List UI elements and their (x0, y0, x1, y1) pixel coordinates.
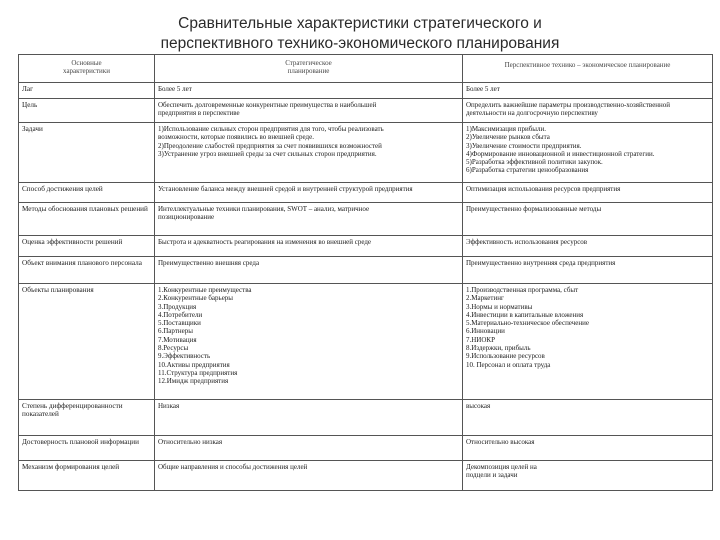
strategic-line: 3)Устранение угроз внешней среды за счет сильных сторон предприятия. (158, 149, 377, 158)
strategic-line: 2.Конкурентные барьеры (158, 294, 234, 303)
perspective-line: Декомпозиция целей на (466, 463, 537, 471)
perspective-line: Определить важнейшие параметры производственно-хозяйственной (466, 101, 671, 109)
strategic-cell (155, 236, 463, 257)
perspective-cell (463, 284, 713, 400)
perspective-line: Относительно высокая (466, 438, 535, 446)
comparison-table (18, 54, 713, 491)
strategic-cell (155, 257, 463, 284)
strategic-line: 1.Конкурентные преимущества (158, 286, 252, 294)
strategic-line: возможности, которые появились во внешней среде. (158, 133, 314, 142)
perspective-line: высокая (466, 402, 491, 410)
header-perspective: Перспективное технико – экономическое планирование (463, 55, 713, 83)
perspective-line: 6)Разработка стратегии ценообразования (466, 166, 589, 175)
strategic-line: 6.Партнеры (158, 327, 193, 336)
row-label: Цель (19, 99, 155, 123)
strategic-line: 5.Поставщики (158, 319, 201, 328)
strategic-line: 2)Преодоление слабостей предприятия за счет появившихся возможностей (158, 141, 382, 150)
perspective-cell (463, 436, 713, 461)
table-row (19, 203, 713, 236)
perspective-line: Преимущественно формализованные методы (466, 205, 602, 213)
perspective-line: 10. Персонал и оплата труда (466, 360, 551, 369)
perspective-line: 4)Формирование инновационной и инвестиционной стратегии. (466, 149, 655, 158)
row-label: Степень дифференцированности показателей (19, 400, 155, 436)
strategic-cell (155, 99, 463, 123)
strategic-line: Быстрота и адекватность реагирования на изменения во внешней среде (158, 238, 372, 246)
strategic-cell (155, 123, 463, 183)
table-row (19, 123, 713, 183)
perspective-cell (463, 461, 713, 491)
strategic-cell (155, 284, 463, 400)
table-row (19, 83, 713, 99)
title-line-1: Сравнительные характеристики стратегического и (178, 15, 542, 32)
strategic-cell (155, 400, 463, 436)
perspective-line: 2)Увеличение рынков сбыта (466, 133, 550, 142)
strategic-line: 11.Структура предприятия (158, 368, 238, 377)
strategic-line: Относительно низкая (158, 438, 223, 446)
perspective-line: 1.Производственная программа, сбыт (466, 286, 579, 294)
strategic-line: 12.Имидж предприятия (158, 377, 229, 386)
strategic-line: позиционирование (158, 213, 215, 222)
strategic-line: Более 5 лет (158, 85, 192, 93)
strategic-line: 8.Ресурсы (158, 344, 189, 353)
perspective-cell (463, 183, 713, 203)
strategic-line: Обеспечить долговременные конкурентные преимущества в наибольшей (158, 101, 377, 109)
perspective-line: 5)Разработка эффективной политики закупок. (466, 158, 603, 167)
row-label: Достоверность плановой информации (19, 436, 155, 461)
row-label: Объекты планирования (19, 284, 155, 400)
table-row (19, 436, 713, 461)
perspective-line: 7.НИОКР (466, 335, 495, 344)
page-title (0, 14, 720, 54)
row-label: Способ достижения целей (19, 183, 155, 203)
row-label: Лаг (19, 83, 155, 99)
table-row (19, 236, 713, 257)
strategic-line: Установление баланса между внешней средой и внутренней структурой предприятия (158, 185, 413, 193)
table-row (19, 257, 713, 284)
row-label: Объект внимания планового персонала (19, 257, 155, 284)
strategic-line: 3.Продукция (158, 302, 197, 311)
perspective-line: деятельности на долгосрочную перспективу (466, 109, 598, 118)
perspective-line: Эффективность использования ресурсов (466, 238, 588, 246)
strategic-line: 10.Активы предприятия (158, 360, 230, 369)
perspective-line: 9.Использование ресурсов (466, 352, 545, 361)
table-row (19, 99, 713, 123)
perspective-line: 5.Материально-техническое обеспечение (466, 319, 589, 328)
strategic-line: Интеллектуальные техники планирования, SWOT – анализ, матричное (158, 205, 370, 213)
perspective-line: 2.Маркетинг (466, 294, 504, 303)
row-label: Задачи (19, 123, 155, 183)
strategic-line: 9.Эффективность (158, 352, 211, 361)
strategic-cell (155, 203, 463, 236)
strategic-cell (155, 436, 463, 461)
strategic-line: Низкая (158, 402, 180, 410)
strategic-line: 4.Потребители (158, 310, 203, 319)
strategic-line: Преимущественно внешняя среда (158, 259, 260, 267)
perspective-line: 8.Издержки, прибыль (466, 344, 531, 353)
strategic-line: Общие направления и способы достижения целей (158, 463, 308, 471)
strategic-line: 7.Мотивация (158, 335, 197, 344)
row-label: Методы обоснования плановых решений (19, 203, 155, 236)
header-strategic: Стратегическое планирование (155, 55, 463, 83)
perspective-cell (463, 257, 713, 284)
perspective-line: 3.Нормы и нормативы (466, 302, 533, 311)
perspective-line: Более 5 лет (466, 85, 500, 93)
strategic-line: 1)Использование сильных сторон предприятия для того, чтобы реализовать (158, 125, 384, 133)
perspective-line: Преимущественно внутренняя среда предприятия (466, 259, 616, 267)
perspective-cell (463, 236, 713, 257)
table-header-row (19, 55, 713, 83)
strategic-cell (155, 183, 463, 203)
perspective-line: подцели и задачи (466, 471, 518, 480)
title-line-2: перспективного технико-экономического планирования (160, 35, 560, 52)
perspective-line: 6.Инновации (466, 327, 505, 336)
row-label: Механизм формирования целей (19, 461, 155, 491)
table-row (19, 461, 713, 491)
perspective-line: Оптимизация использования ресурсов предприятия (466, 185, 621, 193)
table-row (19, 400, 713, 436)
perspective-line: 4.Инвестиции в капитальные вложения (466, 310, 584, 319)
row-label: Оценка эффективности решений (19, 236, 155, 257)
table-row (19, 183, 713, 203)
perspective-cell (463, 123, 713, 183)
strategic-line: предприятия в перспективе (158, 109, 240, 118)
header-characteristics: Основные характеристики (19, 55, 155, 83)
strategic-cell (155, 461, 463, 491)
perspective-line: 1)Максимизация прибыли. (466, 125, 546, 133)
table-row (19, 284, 713, 400)
perspective-line: 3)Увеличение стоимости предприятия. (466, 141, 582, 150)
strategic-cell (155, 83, 463, 99)
perspective-cell (463, 400, 713, 436)
perspective-cell (463, 83, 713, 99)
perspective-cell (463, 203, 713, 236)
perspective-cell (463, 99, 713, 123)
